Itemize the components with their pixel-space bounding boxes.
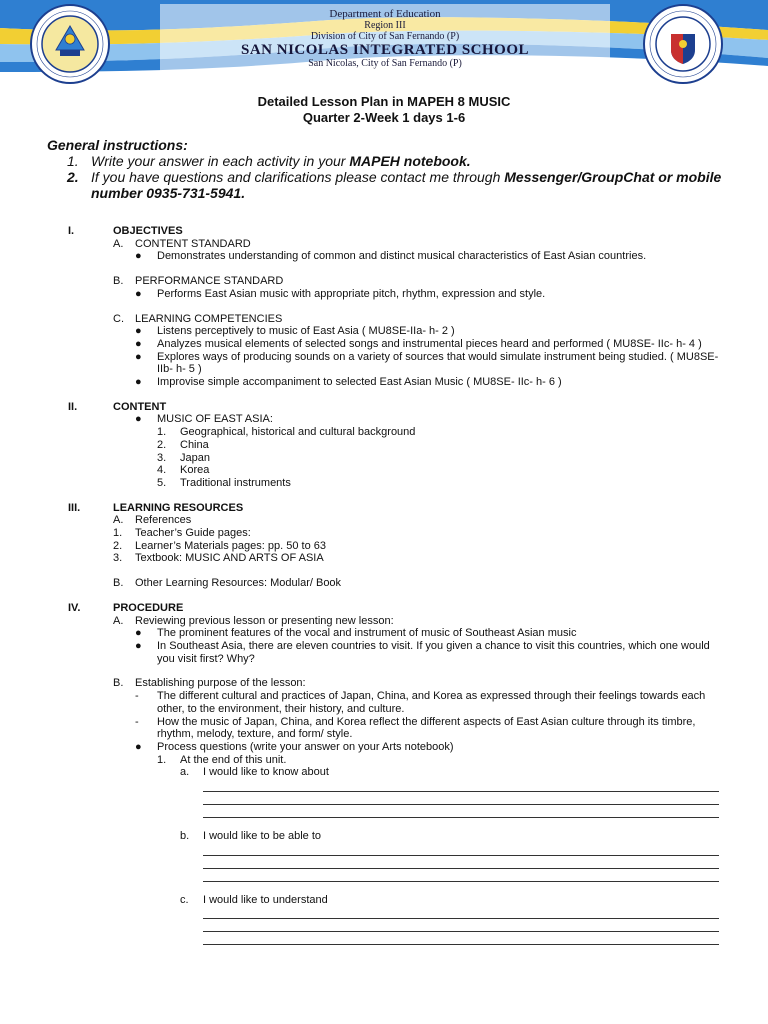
bullet-icon: ●	[135, 413, 142, 426]
prompt-know	[113, 766, 768, 779]
item-number: 1.	[157, 426, 167, 439]
deped-seal-icon	[643, 4, 723, 84]
item-number: 3.	[157, 451, 167, 464]
item-number: 3.	[113, 552, 123, 565]
instruction-text: Write your answer in each activity in your	[91, 153, 350, 169]
prompt-letter: b.	[180, 830, 190, 843]
section-number: III.	[68, 501, 81, 514]
answer-lines-know[interactable]	[203, 779, 719, 818]
section-heading: OBJECTIVES	[113, 225, 183, 237]
prompt-able	[113, 830, 768, 843]
item-text: At the end of this unit.	[180, 753, 287, 766]
general-instructions-heading: General instructions:	[47, 137, 188, 153]
section-number: II.	[68, 400, 78, 413]
sub-letter: A.	[113, 514, 124, 527]
numbered-item	[113, 464, 768, 477]
sub-heading: Reviewing previous lesson or presenting new lesson:	[135, 614, 394, 627]
region-name: Region III	[364, 20, 406, 31]
sub-letter: A.	[113, 237, 124, 250]
item-number: 5.	[157, 476, 167, 489]
dash-item	[113, 716, 768, 741]
list-item-text: Demonstrates understanding of common and distinct musical characteristics of East Asian countries.	[157, 250, 647, 263]
item-number: 4.	[157, 464, 167, 477]
sub-heading: LEARNING COMPETENCIES	[135, 312, 283, 325]
item-text: Teacher’s Guide pages:	[135, 527, 251, 540]
list-item-text: Explores ways of producing sounds on a variety of sources that would simulate instrument being studied. ( MU8SE- IIb- h- 5 )	[157, 350, 719, 376]
section-objectives	[0, 225, 768, 389]
references	[113, 514, 768, 527]
procedure-a	[113, 615, 768, 628]
dash-icon: -	[135, 690, 139, 703]
item-number: 1.	[157, 753, 167, 766]
sub-heading: CONTENT STANDARD	[135, 237, 251, 250]
division-name: Division of City of San Fernando (P)	[310, 31, 460, 42]
prompt-text: I would like to be able to	[203, 830, 322, 843]
letterhead-text	[170, 8, 600, 69]
letterhead-banner	[0, 0, 768, 88]
general-instructions	[47, 137, 747, 201]
prompt-letter: a.	[180, 766, 190, 779]
bullet-icon: ●	[135, 376, 142, 389]
sub-letter: A.	[113, 614, 124, 627]
instruction-emphasis: MAPEH notebook.	[349, 153, 471, 169]
list-item-text: MUSIC OF EAST ASIA:	[157, 413, 273, 426]
instruction-item	[47, 153, 747, 169]
sub-heading: Other Learning Resources: Modular/ Book	[135, 577, 342, 590]
content-standard	[113, 238, 768, 251]
prompt-text: I would like to know about	[203, 766, 329, 779]
list-item	[113, 351, 768, 376]
item-text: Traditional instruments	[180, 476, 291, 489]
list-item	[113, 338, 768, 351]
list-item-text: The prominent features of the vocal and instrument of music of Southeast Asian music	[157, 627, 577, 640]
lesson-plan-subtitle: Quarter 2-Week 1 days 1-6	[302, 110, 466, 125]
sub-letter: B.	[113, 577, 124, 590]
bullet-icon: ●	[135, 350, 142, 363]
other-resources	[113, 577, 768, 590]
dash-item-text: How the music of Japan, China, and Korea reflect the different aspects of East Asian culture through its timbre, rhythm, melody, texture, and form/ style.	[157, 715, 696, 741]
dash-icon: -	[135, 715, 139, 728]
school-address: San Nicolas, City of San Fernando (P)	[308, 58, 462, 69]
numbered-item	[113, 754, 768, 767]
numbered-item	[113, 477, 768, 490]
department-name: Department of Education	[329, 8, 441, 20]
bullet-icon: ●	[135, 250, 142, 263]
school-name: SAN NICOLAS INTEGRATED SCHOOL	[240, 42, 530, 58]
bullet-icon: ●	[135, 627, 142, 640]
item-number: 1.	[113, 527, 123, 540]
answer-lines-understand[interactable]	[203, 906, 719, 945]
item-text: Korea	[180, 464, 210, 477]
numbered-item	[113, 439, 768, 452]
list-item	[113, 288, 768, 301]
section-heading: CONTENT	[113, 400, 167, 413]
sub-heading: PERFORMANCE STANDARD	[135, 275, 284, 288]
item-text: Textbook: MUSIC AND ARTS OF ASIA	[135, 552, 324, 565]
list-item-text: In Southeast Asia, there are eleven countries to visit. If you given a chance to visit this countries, which one would you visit first? Why?	[157, 639, 710, 665]
sub-letter: B.	[113, 677, 124, 690]
list-item-text: Process questions (write your answer on your Arts notebook)	[157, 740, 454, 753]
bullet-icon: ●	[135, 337, 142, 350]
section-number: IV.	[68, 601, 81, 614]
item-text: Geographical, historical and cultural background	[180, 426, 416, 439]
section-procedure-cont2	[0, 894, 768, 907]
prompt-text: I would like to understand	[203, 893, 328, 906]
answer-lines-able[interactable]	[203, 843, 719, 882]
section-heading: PROCEDURE	[113, 601, 184, 614]
item-number: 2.	[157, 438, 167, 451]
dash-item	[113, 690, 768, 715]
instruction-item	[47, 169, 747, 201]
item-number: 2.	[113, 539, 123, 552]
list-item-text: Improvise simple accompaniment to selected East Asian Music ( MU8SE- IIc- h- 6 )	[157, 376, 562, 389]
lesson-plan-title: Detailed Lesson Plan in MAPEH 8 MUSIC	[257, 94, 511, 109]
sub-heading: Establishing purpose of the lesson:	[135, 677, 306, 690]
list-item-text: Performs East Asian music with appropriate pitch, rhythm, expression and style.	[157, 287, 546, 300]
list-item	[113, 627, 768, 640]
numbered-item	[113, 452, 768, 465]
list-item-text: Analyzes musical elements of selected songs and instrumental pieces heard and performed ( MU8SE- IIc- h- 4 )	[157, 337, 702, 350]
section-number: I.	[68, 225, 75, 237]
item-text: Japan	[180, 451, 210, 464]
procedure-b	[113, 677, 768, 690]
instruction-text: If you have questions and clarifications please contact me through	[91, 169, 505, 185]
sub-letter: B.	[113, 275, 124, 288]
list-item-text: Listens perceptively to music of East Asia ( MU8SE-IIa- h- 2 )	[157, 325, 455, 338]
school-seal-icon	[30, 4, 110, 84]
section-heading: LEARNING RESOURCES	[113, 501, 244, 514]
instruction-number: 2.	[67, 169, 79, 185]
section-learning-resources	[0, 502, 768, 590]
sub-letter: C.	[113, 312, 124, 325]
dash-item-text: The different cultural and practices of Japan, China, and Korea as expressed through their feelings towards each other, to the environment, their history, and culture.	[157, 690, 706, 715]
numbered-item	[113, 426, 768, 439]
bullet-icon: ●	[135, 740, 142, 753]
numbered-item	[113, 527, 768, 540]
section-procedure-cont	[0, 830, 768, 843]
list-item	[113, 413, 768, 426]
list-item	[113, 640, 768, 665]
list-item	[113, 741, 768, 754]
prompt-understand	[113, 894, 768, 907]
performance-standard	[113, 275, 768, 288]
section-content	[0, 401, 768, 490]
section-procedure	[0, 602, 768, 779]
list-item	[113, 250, 768, 263]
lesson-plan-body	[0, 225, 768, 945]
prompt-letter: c.	[180, 893, 189, 906]
list-item	[113, 325, 768, 338]
item-text: Learner’s Materials pages: pp. 50 to 63	[135, 539, 326, 552]
item-text: China	[180, 438, 209, 451]
instruction-emphasis: Messenger/GroupChat or mobile number 0935-731-5941.	[91, 169, 722, 201]
list-item	[113, 376, 768, 389]
instruction-number: 1.	[67, 153, 79, 169]
bullet-icon: ●	[135, 639, 142, 652]
sub-heading: References	[135, 514, 192, 527]
bullet-icon: ●	[135, 325, 142, 338]
numbered-item	[113, 540, 768, 553]
bullet-icon: ●	[135, 287, 142, 300]
numbered-item	[113, 552, 768, 565]
learning-competencies	[113, 313, 768, 326]
